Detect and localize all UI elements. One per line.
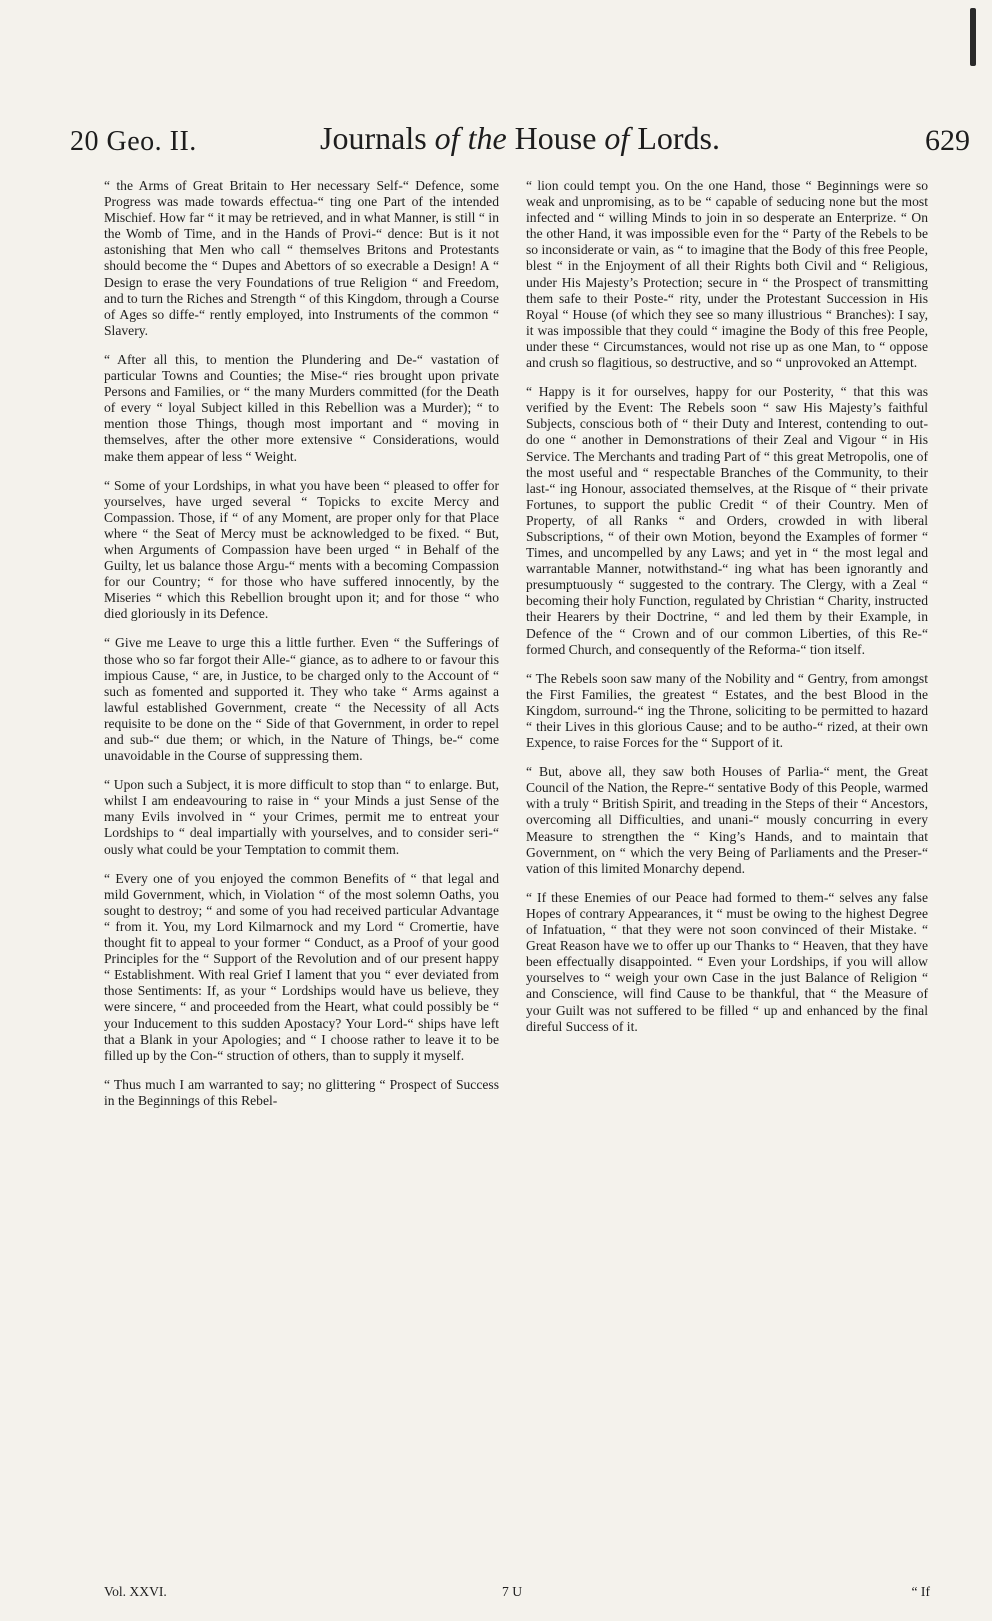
paragraph: “ Happy is it for ourselves, happy for our Posterity, “ that this was verified by the Event: The Rebels soon “ saw His Majesty’s faithful Subjects, conscious both of “ their Duty and Interest, contending to out-do one “ another in Demonstrations of their Zeal and Vigour “ in His Service. The Merchants and trading Part of “ this great Metropolis, one of the most useful and “ respectable Branches of the Community, to their last-“ ing Honour, associated themselves, at the Risque of “ their private Fortunes, to support the public Credit “ of their Country. Men of Property, of all Ranks “ and Orders, crowded in with liberal Subscriptions, “ of their own Motion, beyond the Examples of former “ Times, and uncompelled by any Laws; and yet in “ the most legal and warrantable Manner, notwithstand-“ ing what has been ignorantly and presumptuously “ suggested to the contrary. The Clergy, with a Zeal “ becoming their holy Function, regulated by Christian “ Charity, instructed their Hearers by their Doctrine, “ and led them by their Example, in Defence of the “ Crown and of our common Liberties, of this Re-“ formed Church, and consequently of the Reforma-“ tion itself.	[526, 384, 928, 657]
paragraph: “ Upon such a Subject, it is more difficult to stop than “ to enlarge. But, whilst I am endeavouring to raise in “ your Minds a just Sense of the many Evils involved in “ your Crimes, permit me to entreat your Lordships to “ deal impartially with yourselves, and to consider seri-“ ously what could be your Temptation to commit them.	[104, 777, 499, 857]
paragraph: “ Thus much I am warranted to say; no glittering “ Prospect of Success in the Beginnings of this Rebel-	[104, 1076, 499, 1108]
paragraph: “ After all this, to mention the Plundering and De-“ vastation of particular Towns and Counties; the Mise-“ ries brought upon private Persons and Families, or “ the many Murders committed (for the Death of every “ loyal Subject killed in this Rebellion was a Murder); “ to mention those Things, though most important and “ moving in themselves, after the other more extensive “ Considerations, would make them appear of less “ Weight.	[104, 351, 499, 464]
paragraph: “ The Rebels soon saw many of the Nobility and “ Gentry, from amongst the First Families, the greatest “ Estates, and the best Blood in the Kingdom, surround-“ ing the Throne, soliciting to be permitted to hazard “ their Lives in this glorious Cause; and to be autho-“ rized, at their own Expence, to raise Forces for the “ Support of it.	[526, 670, 928, 751]
page-number: 629	[925, 124, 970, 157]
paragraph: “ Every one of you enjoyed the common Benefits of “ that legal and mild Government, which, in Violation “ of the most solemn Oaths, you sought to destroy; “ and some of you had received particular Advantage “ from it. You, my Lord Kilmarnock and my Lord “ Cromertie, have thought fit to appeal to your former “ Conduct, as a Proof of your good Principles for the “ Support of the Revolution and of our present happy “ Establishment. With real Grief I lament that you “ ever deviated from those Sentiments: If, as your “ Lordships would have us believe, they were sincere, “ and proceeded from the Heart, what could possibly be “ your Inducement to this sudden Apostacy? Your Lord-“ ships have left that a Blank in your Apologies; and “ I choose rather to leave it to be filled up by the Con-“ struction of others, than to supply it myself.	[104, 870, 499, 1063]
volume-label: Vol. XXVI.	[104, 1584, 167, 1599]
paragraph: “ If these Enemies of our Peace had formed to them-“ selves any false Hopes of contrary Appearances, it “ must be owing to the highest Degree of Infatuation, “ that they were not soon convinced of their Mistake. “ Great Reason have we to offer up our Thanks to “ Heaven, that they have been effectually disappointed. “ Even your Lordships, if you will allow yourselves to “ weigh your own Case in the just Balance of Religion “ and Conscience, will find Cause to be thankful, that “ the Measure of your Guilt was not suffered to be filled “ up and enhanced by the final direful Success of it.	[526, 889, 928, 1034]
left-column	[104, 178, 499, 1122]
paragraph: “ Give me Leave to urge this a little further. Even “ the Sufferings of those who so far forgot their Alle-“ giance, as to adhere to or favour this impious Cause, “ are, in Justice, to be charged only to the Account of “ such as fomented and supported it. They who take “ Arms against a lawful established Government, create “ the Necessity of all Acts requisite to be done on the “ Side of that Government, in order to repel and sub-“ due them; or which, in the Nature of Things, be-“ come unavoidable in the Course of suppressing them.	[104, 635, 499, 764]
paragraph: “ But, above all, they saw both Houses of Parlia-“ ment, the Great Council of the Nation, the Repre-“ sentative Body of this People, warmed with a truly “ British Spirit, and treading in the Steps of their “ Ancestors, overcoming all Difficulties, and unani-“ mously concurring in every Measure to strengthen the “ King’s Hands, and to maintain that Government, on “ which the very Being of Parliaments and the Preser-“ vation of this limited Monarchy depend.	[526, 764, 928, 876]
paragraph: “ the Arms of Great Britain to Her necessary Self-“ Defence, some Progress was made towards effectua-“ ting one Part of the intended Mischief. How far “ it may be retrieved, and in what Manner, is still “ in the Womb of Time, and in the Hands of Provi-“ dence: But is it not astonishing that Men who call “ themselves Britons and Protestants should become the “ Dupes and Abettors of so execrable a Design! A “ Design to erase the very Foundations of true Religion “ and Freedom, and to turn the Riches and Strength “ of this Kingdom, through a Course of Ages so diffe-“ rently employed, into Instruments of the common “ Slavery.	[104, 178, 499, 338]
page-footer	[104, 1584, 930, 1604]
signature-mark: 7 U	[502, 1584, 523, 1599]
regnal-year: 20 Geo. II.	[70, 126, 197, 157]
running-header	[70, 120, 970, 174]
paragraph: “ Some of your Lordships, in what you have been “ pleased to offer for yourselves, have urged several “ Topicks to excite Mercy and Compassion. Those, if “ of any Moment, are proper only for that Place where “ the Seat of Mercy must be acknowledged to be fixed. “ But, when Arguments of Compassion have been urged “ in Behalf of the Guilty, let us balance those Argu-“ ments with a becoming Compassion for our Country; “ for those who have suffered innocently, by the Miseries “ which this Rebellion brought upon it; and for those “ who died gloriously in its Defence.	[104, 477, 499, 622]
journal-title: Journals of the House of Lords.	[320, 120, 720, 156]
right-column	[526, 178, 928, 1048]
page-edge-mark	[970, 8, 976, 66]
catchword: “ If	[911, 1584, 930, 1599]
paragraph: “ lion could tempt you. On the one Hand, those “ Beginnings were so weak and unpromising, as to be “ capable of seducing none but the most infected and “ willing Minds to join in so desperate an Enterprize. “ On the other Hand, it was impossible even for the “ Party of the Rebels to be so inconsiderate or vain, as “ to imagine that the Body of this free People, blest “ in the Enjoyment of all their Rights both Civil and “ Religious, under His Majesty’s Protection; secure in “ the Prospect of transmitting them safe to their Poste-“ rity, under the Protestant Succession in His Royal “ House (of which they see so many illustrious “ Branches): I say, it was impossible that they could “ imagine the Body of this free People, under these “ Circumstances, would not rise up as one Man, to “ oppose and crush so flagitious, so destructive, and so “ unprovoked an Attempt.	[526, 178, 928, 371]
